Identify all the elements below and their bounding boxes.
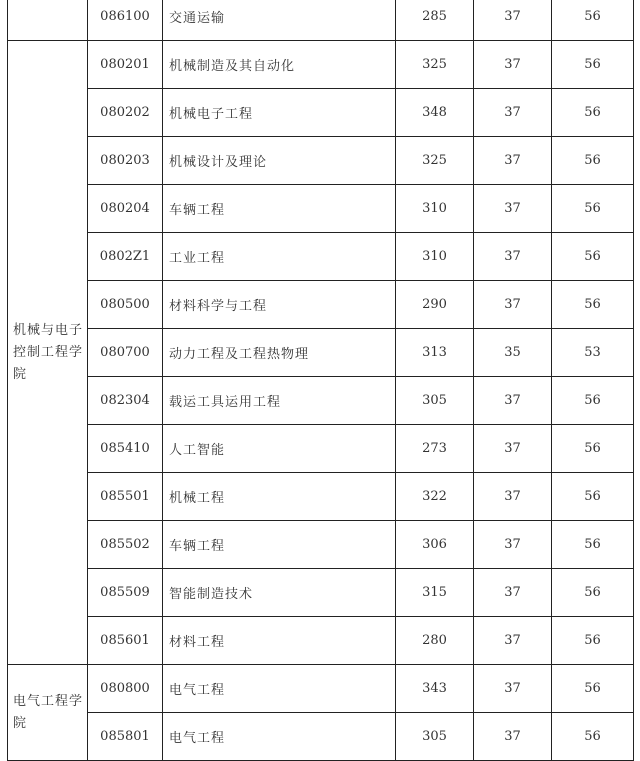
total-score-cell: 325 xyxy=(396,137,474,185)
major-code-cell: 080203 xyxy=(88,137,163,185)
total-score-cell: 285 xyxy=(396,0,474,41)
total-score-cell: 310 xyxy=(396,185,474,233)
major-name-cell: 机械制造及其自动化 xyxy=(163,41,396,89)
subject-score-cell-a: 37 xyxy=(474,185,552,233)
subject-score-cell-b: 56 xyxy=(552,185,634,233)
subject-score-cell-b: 56 xyxy=(552,281,634,329)
score-table xyxy=(7,0,634,761)
table-row xyxy=(8,521,634,569)
table-row xyxy=(8,473,634,521)
subject-score-cell-b: 56 xyxy=(552,617,634,665)
table-row xyxy=(8,713,634,761)
subject-score-cell-a: 37 xyxy=(474,521,552,569)
subject-score-cell-b: 56 xyxy=(552,0,634,41)
major-code-cell: 086100 xyxy=(88,0,163,41)
subject-score-cell-a: 37 xyxy=(474,89,552,137)
major-name-cell: 智能制造技术 xyxy=(163,569,396,617)
subject-score-cell-a: 37 xyxy=(474,569,552,617)
subject-score-cell-a: 37 xyxy=(474,473,552,521)
total-score-cell: 273 xyxy=(396,425,474,473)
total-score-cell: 315 xyxy=(396,569,474,617)
major-name-cell: 机械电子工程 xyxy=(163,89,396,137)
subject-score-cell-a: 37 xyxy=(474,665,552,713)
major-code-cell: 085410 xyxy=(88,425,163,473)
subject-score-cell-a: 37 xyxy=(474,281,552,329)
total-score-cell: 305 xyxy=(396,377,474,425)
table-row xyxy=(8,233,634,281)
table-row xyxy=(8,377,634,425)
table-row xyxy=(8,329,634,377)
major-name-cell: 电气工程 xyxy=(163,665,396,713)
subject-score-cell-a: 37 xyxy=(474,41,552,89)
total-score-cell: 310 xyxy=(396,233,474,281)
subject-score-cell-a: 37 xyxy=(474,0,552,41)
subject-score-cell-a: 37 xyxy=(474,377,552,425)
subject-score-cell-a: 37 xyxy=(474,425,552,473)
major-code-cell: 085502 xyxy=(88,521,163,569)
major-code-cell: 080800 xyxy=(88,665,163,713)
total-score-cell: 306 xyxy=(396,521,474,569)
major-name-cell: 机械工程 xyxy=(163,473,396,521)
subject-score-cell-b: 56 xyxy=(552,569,634,617)
major-name-cell: 工业工程 xyxy=(163,233,396,281)
total-score-cell: 348 xyxy=(396,89,474,137)
college-cell: 电气工程学院 xyxy=(8,665,88,761)
subject-score-cell-b: 53 xyxy=(552,329,634,377)
table-row xyxy=(8,425,634,473)
subject-score-cell-a: 35 xyxy=(474,329,552,377)
major-name-cell: 车辆工程 xyxy=(163,521,396,569)
total-score-cell: 325 xyxy=(396,41,474,89)
major-name-cell: 车辆工程 xyxy=(163,185,396,233)
subject-score-cell-b: 56 xyxy=(552,521,634,569)
table-row xyxy=(8,281,634,329)
college-cell: 机械与电子控制工程学院 xyxy=(8,41,88,665)
major-name-cell: 材料工程 xyxy=(163,617,396,665)
major-code-cell: 080202 xyxy=(88,89,163,137)
total-score-cell: 290 xyxy=(396,281,474,329)
subject-score-cell-a: 37 xyxy=(474,233,552,281)
table-row xyxy=(8,185,634,233)
table-row xyxy=(8,41,634,89)
major-code-cell: 080201 xyxy=(88,41,163,89)
major-code-cell: 085509 xyxy=(88,569,163,617)
subject-score-cell-a: 37 xyxy=(474,137,552,185)
major-code-cell: 085501 xyxy=(88,473,163,521)
table-row xyxy=(8,569,634,617)
major-name-cell: 交通运输 xyxy=(163,0,396,41)
college-cell xyxy=(8,0,88,41)
major-name-cell: 载运工具运用工程 xyxy=(163,377,396,425)
table-row xyxy=(8,89,634,137)
subject-score-cell-b: 56 xyxy=(552,473,634,521)
table-row xyxy=(8,0,634,41)
subject-score-cell-b: 56 xyxy=(552,665,634,713)
subject-score-cell-b: 56 xyxy=(552,233,634,281)
major-name-cell: 人工智能 xyxy=(163,425,396,473)
major-name-cell: 电气工程 xyxy=(163,713,396,761)
subject-score-cell-b: 56 xyxy=(552,377,634,425)
major-code-cell: 0802Z1 xyxy=(88,233,163,281)
major-name-cell: 材料科学与工程 xyxy=(163,281,396,329)
table-body xyxy=(8,0,634,761)
subject-score-cell-b: 56 xyxy=(552,137,634,185)
total-score-cell: 322 xyxy=(396,473,474,521)
total-score-cell: 305 xyxy=(396,713,474,761)
major-name-cell: 动力工程及工程热物理 xyxy=(163,329,396,377)
total-score-cell: 280 xyxy=(396,617,474,665)
subject-score-cell-a: 37 xyxy=(474,617,552,665)
major-code-cell: 085801 xyxy=(88,713,163,761)
subject-score-cell-b: 56 xyxy=(552,425,634,473)
subject-score-cell-b: 56 xyxy=(552,41,634,89)
subject-score-cell-a: 37 xyxy=(474,713,552,761)
major-code-cell: 080700 xyxy=(88,329,163,377)
major-code-cell: 080500 xyxy=(88,281,163,329)
table-row xyxy=(8,137,634,185)
table-row xyxy=(8,617,634,665)
major-code-cell: 082304 xyxy=(88,377,163,425)
major-code-cell: 080204 xyxy=(88,185,163,233)
subject-score-cell-b: 56 xyxy=(552,713,634,761)
major-name-cell: 机械设计及理论 xyxy=(163,137,396,185)
subject-score-cell-b: 56 xyxy=(552,89,634,137)
total-score-cell: 313 xyxy=(396,329,474,377)
table-row xyxy=(8,665,634,713)
major-code-cell: 085601 xyxy=(88,617,163,665)
total-score-cell: 343 xyxy=(396,665,474,713)
